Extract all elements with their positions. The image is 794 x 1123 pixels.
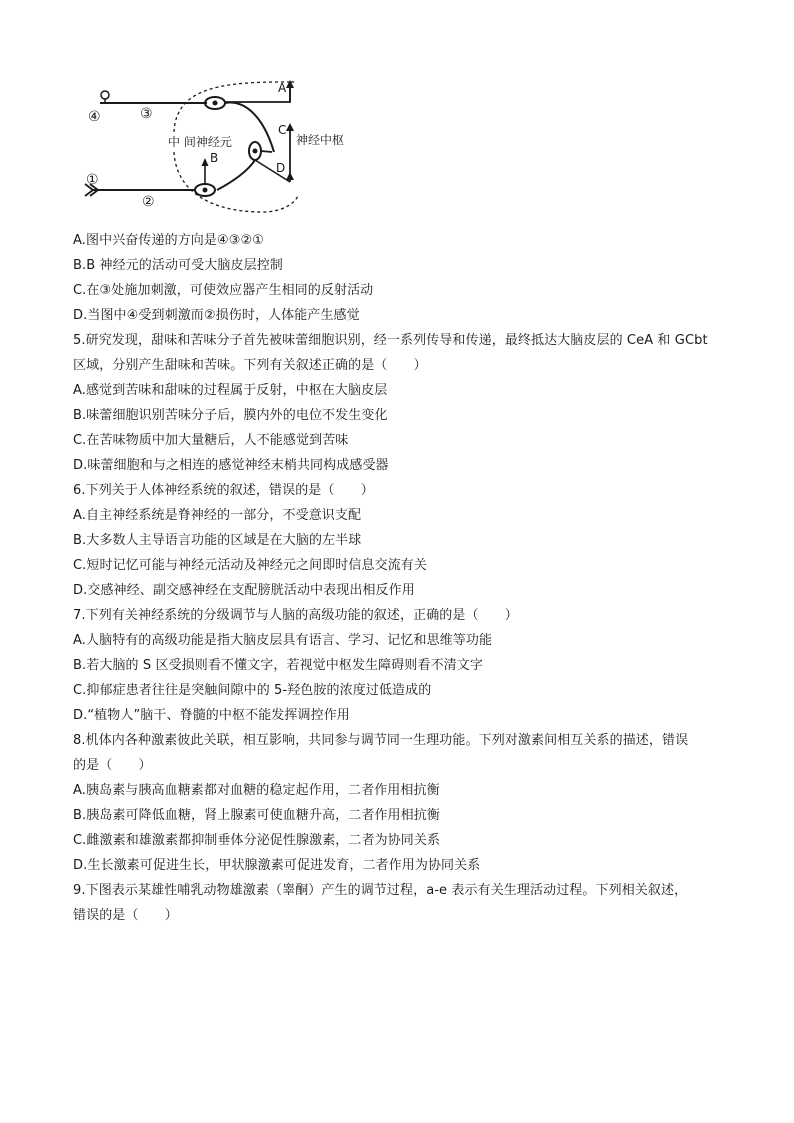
reflex-arc-diagram [72,72,372,222]
text-line: 7.下列有关神经系统的分级调节与人脑的高级功能的叙述，正确的是（ ） [73,608,518,623]
text-line: A.人脑特有的高级功能是指大脑皮层具有语言、学习、记忆和思维等功能 [73,633,493,648]
text-line: B.若大脑的 S 区受损则看不懂文字，若视觉中枢发生障碍则看不清文字 [73,658,483,673]
text-line: C.在苦味物质中加大量糖后，人不能感觉到苦味 [73,433,349,448]
text-line: A.感觉到苦味和甜味的过程属于反射，中枢在大脑皮层 [73,383,388,398]
arrow-C-icon [286,123,294,131]
text-line: C.抑郁症患者往往是突触间隙中的 5-羟色胺的浓度过低造成的 [73,683,432,698]
text-line: D.味蕾细胞和与之相连的感觉神经末梢共同构成感受器 [73,458,389,473]
label-2: ② [142,194,155,210]
text-line: D.当图中④受到刺激而②损伤时，人体能产生感觉 [73,308,360,323]
label-A: A [278,81,287,95]
text-line: C.雌激素和雄激素都抑制垂体分泌促性腺激素，二者为协同关系 [73,833,441,848]
text-line: 9.下图表示某雄性哺乳动物雄激素（睾酮）产生的调节过程，a-e 表示有关生理活动过程。下列相关叙述， [73,883,688,898]
text-line: B.大多数人主导语言功能的区域是在大脑的左半球 [73,533,362,548]
text-line: 的是（ ） [73,758,152,773]
arrow-B-icon [202,158,209,166]
text-line: B.味蕾细胞识别苦味分子后，膜内外的电位不发生变化 [73,408,388,423]
interneuron-label: 中 间神经元 [168,135,232,149]
text-line: 区域，分别产生甜味和苦味。下列有关叙述正确的是（ ） [73,358,427,373]
question-text [73,228,733,928]
text-line: A.自主神经系统是脊神经的一部分，不受意识支配 [73,508,362,523]
label-3: ③ [140,106,153,122]
text-line: D.交感神经、副交感神经在支配膀胱活动中表现出相反作用 [73,583,415,598]
text-line: 错误的是（ ） [73,908,178,923]
text-line: 6.下列关于人体神经系统的叙述，错误的是（ ） [73,483,374,498]
reflex-arc-svg [72,72,372,222]
label-4: ④ [88,109,101,125]
label-B: B [210,151,219,165]
dashed-boundary-top [174,82,290,132]
label-1: ① [86,172,99,188]
text-line: B.胰岛素可降低血糖，肾上腺素可使血糖升高，二者作用相抗衡 [73,808,440,823]
label-C: C [278,123,287,137]
text-line: 8.机体内各种激素彼此关联，相互影响，共同参与调节同一生理功能。下列对激素间相互关系的描述，错误 [73,733,689,748]
receptor-icon [101,91,109,99]
arrow-D-icon [286,172,294,180]
nerve-center-label: 神经中枢 [296,133,345,147]
text-line: C.在③处施加刺激，可使效应器产生相同的反射活动 [73,283,374,298]
text-line: A.图中兴奋传递的方向是④③②① [73,233,265,248]
text-line: D.生长激素可促进生长，甲状腺激素可促进发育，二者作用为协同关系 [73,858,481,873]
text-line: A.胰岛素与胰高血糖素都对血糖的稳定起作用，二者作用相抗衡 [73,783,440,798]
text-line: C.短时记忆可能与神经元活动及神经元之间即时信息交流有关 [73,558,428,573]
text-line: B.B 神经元的活动可受大脑皮层控制 [73,258,283,273]
label-D: D [276,161,286,175]
text-line: 5.研究发现，甜味和苦味分子首先被味蕾细胞识别，经一系列传导和传递，最终抵达大脑皮层的 CeA 和 GCbt [73,333,708,348]
text-line: D.“植物人”脑干、脊髓的中枢不能发挥调控作用 [73,708,350,723]
